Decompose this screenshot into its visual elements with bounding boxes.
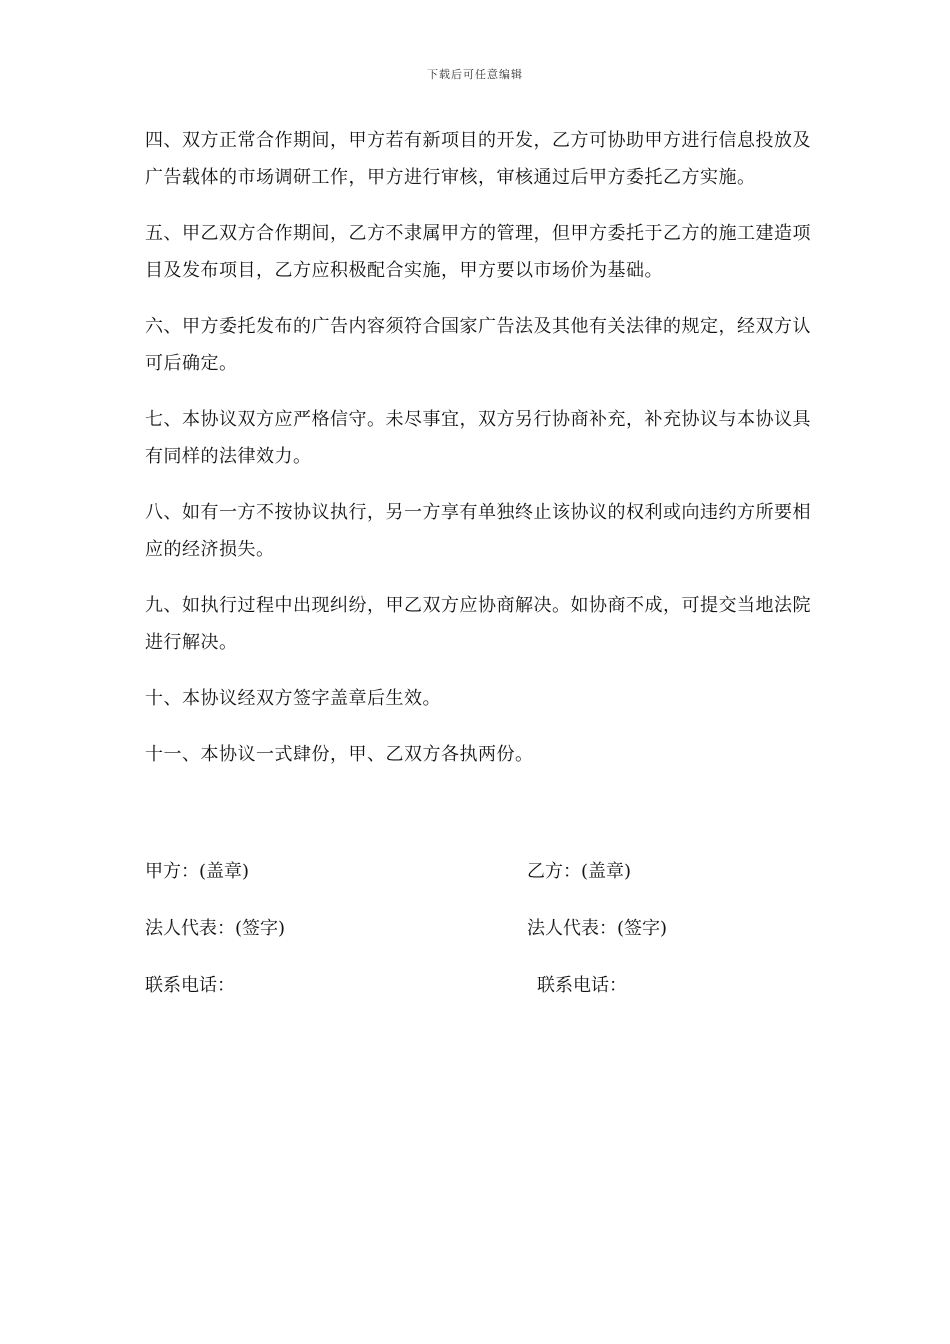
clause-6: 六、甲方委托发布的广告内容须符合国家广告法及其他有关法律的规定，经双方认可后确定。 — [145, 316, 811, 374]
clause-4: 四、双方正常合作期间，甲方若有新项目的开发，乙方可协助甲方进行信息投放及广告载体的市场调研工作，甲方进行审核，审核通过后甲方委托乙方实施。 — [145, 130, 811, 188]
party-b-representative: 法人代表：(签字) — [527, 918, 668, 939]
clause-8: 八、如有一方不按协议执行，另一方享有单独终止该协议的权利或向违约方所要相应的经济损失。 — [145, 502, 811, 560]
clause-7: 七、本协议双方应严格信守。未尽事宜，双方另行协商补充，补充协议与本协议具有同样的法律效力。 — [145, 409, 811, 467]
clause-11: 十一、本协议一式肆份，甲、乙双方各执两份。 — [145, 744, 534, 765]
clause-10: 十、本协议经双方签字盖章后生效。 — [145, 688, 441, 709]
clause-5: 五、甲乙双方合作期间，乙方不隶属甲方的管理，但甲方委托于乙方的施工建造项目及发布项目，乙方应积极配合实施，甲方要以市场价为基础。 — [145, 223, 811, 281]
party-b-phone: 联系电话： — [537, 975, 627, 996]
party-a-phone: 联系电话： — [145, 975, 235, 996]
party-a-representative: 法人代表：(签字) — [145, 918, 286, 939]
signature-rep-row — [145, 914, 805, 944]
header-note: 下载后可任意编辑 — [427, 68, 523, 81]
party-a-seal: 甲方：(盖章) — [145, 861, 250, 882]
clause-9: 九、如执行过程中出现纠纷，甲乙双方应协商解决。如协商不成，可提交当地法院进行解决。 — [145, 595, 811, 653]
signature-phone-row — [145, 971, 805, 1001]
clause-list — [145, 122, 813, 792]
signature-seal-row — [145, 857, 805, 887]
party-b-seal: 乙方：(盖章) — [527, 861, 632, 882]
